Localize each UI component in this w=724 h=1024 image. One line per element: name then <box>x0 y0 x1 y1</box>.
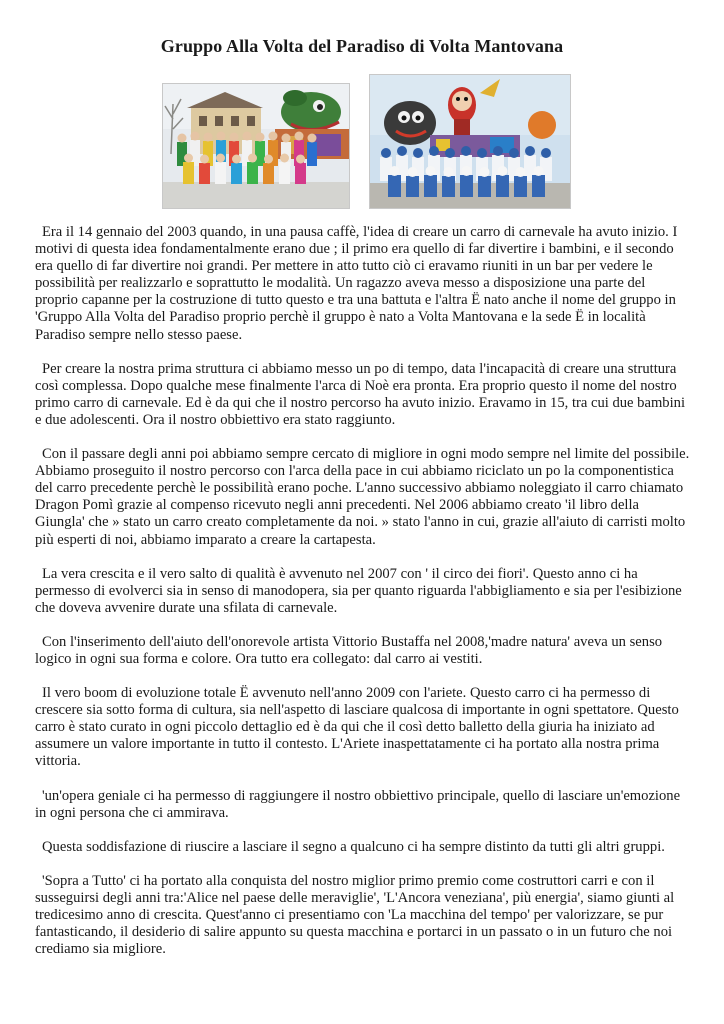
paragraph: La vera crescita e il vero salto di qualità è avvenuto nel 2007 con ' il circo dei fiori'. Questo anno ci ha permesso di evolverci sia in senso di manodopera, sia per quanto riguarda l'abbigliamento e sia per l'esibizione che doveva avvenire durate una sfilata di carnevale. <box>35 565 682 616</box>
paragraph: Con l'inserimento dell'aiuto dell'onorevole artista Vittorio Bustaffa nel 2008,'madre natura' aveva un senso logico in ogni sua forma e colore. Ora tutto era collegato: dal carro ai vestiti. <box>35 633 663 667</box>
photo-image <box>163 84 349 208</box>
article-body <box>35 224 690 975</box>
paragraph: Questa soddisfazione di riuscire a lasciare il segno a qualcuno ci ha sempre distinto da tutti gli altri gruppi. <box>42 838 665 855</box>
paragraph: 'Sopra a Tutto' ci ha portato alla conquista del nostro miglior primo premio come costruttori carri e con il susseguirsi degli anni tra:'Alice nel paese delle meraviglie', 'L'Ancora veneziana', più energia', siamo giunti al tredicesimo anno di crescita. Quest'anno ci presentiamo con 'La macchina del tempo' per valorizzare, se pur fantasticando, il desiderio di salire appunto su questa macchina e portarci in un passato o in un futuro che noi crediamo sia migliore. <box>35 872 675 958</box>
group-photo-house <box>162 83 350 209</box>
paragraph: Con il passare degli anni poi abbiamo sempre cercato di migliore in ogni modo sempre nel limite del possibile. Abbiamo proseguito il nostro percorso con l'arca della pace in cui abbiamo riciclato un po la componentistica del carro precedente perchè le possibilità erano poche. L'anno successivo abbiamo noleggiato il carro chiamato Dragon Pomì grazie al compenso ricevuto negli anni precedenti. Nel 2006 abbiamo creato 'il libro della Giungla' che » stato un carro creato completamente da noi. » stato l'anno in cui, grazie all'aiuto di carristi molto più esperti di noi, abbiamo imparato a creare la cartapesta. <box>35 446 690 548</box>
group-photo-float <box>369 74 571 209</box>
paragraph: 'un'opera geniale ci ha permesso di raggiungere il nostro obbiettivo principale, quello di lasciare un'emozione in ogni persona che ci ammirava. <box>35 787 681 821</box>
paragraph: Era il 14 gennaio del 2003 quando, in una pausa caffè, l'idea di creare un carro di carnevale ha avuto inizio. I motivi di questa idea fondamentalmente erano due ; il primo era quello di far divertire i bambini, e il secondo era quello di far divertire noi grandi. Per mettere in atto tutto ciò ci eravamo riuniti in un bar per vedere le possibilità per realizzarlo e soprattutto le modalità. Un ragazzo aveva messo a disposizione una parte del proprio capanne per la costruzione di tutto questo e tra una battuta e l'altra Ë nato anche il nome del gruppo in 'Gruppo Alla Volta del Paradiso proprio perchè il gruppo è nato a Volta Mantovana e la sede Ë in località Paradiso sempre nello stesso paese. <box>35 224 678 343</box>
photo-image <box>370 75 570 208</box>
paragraph: Il vero boom di evoluzione totale Ë avvenuto nell'anno 2009 con l'ariete. Questo carro ci ha permesso di crescere sia sotto forma di cultura, sia nell'aspetto di lasciare qualcosa di importante in ogni spettatore. Questo carro è stato curato in ogni piccolo dettaglio ed è da qui che il così detto balletto della giuria ha iniziato ad assumere un valore importante in tutto il contesto. L'Ariete inaspettatamente ci ha portato alla nostra prima vittoria. <box>35 685 679 770</box>
page-title: Gruppo Alla Volta del Paradiso di Volta Mantovana <box>160 36 564 56</box>
paragraph: Per creare la nostra prima struttura ci abbiamo messo un po di tempo, data l'incapacità di creare una struttura così complessa. Dopo qualche mese finalmente l'arca di Noè era pronta. Era proprio questo il nome del nostro primo carro di carnevale. Ed è da qui che il nostro percorso ha avuto inizio. Eravamo in 15, tra cui due bambini e due adolescenti. Ora il nostro obbiettivo era stato raggiunto. <box>35 360 686 428</box>
